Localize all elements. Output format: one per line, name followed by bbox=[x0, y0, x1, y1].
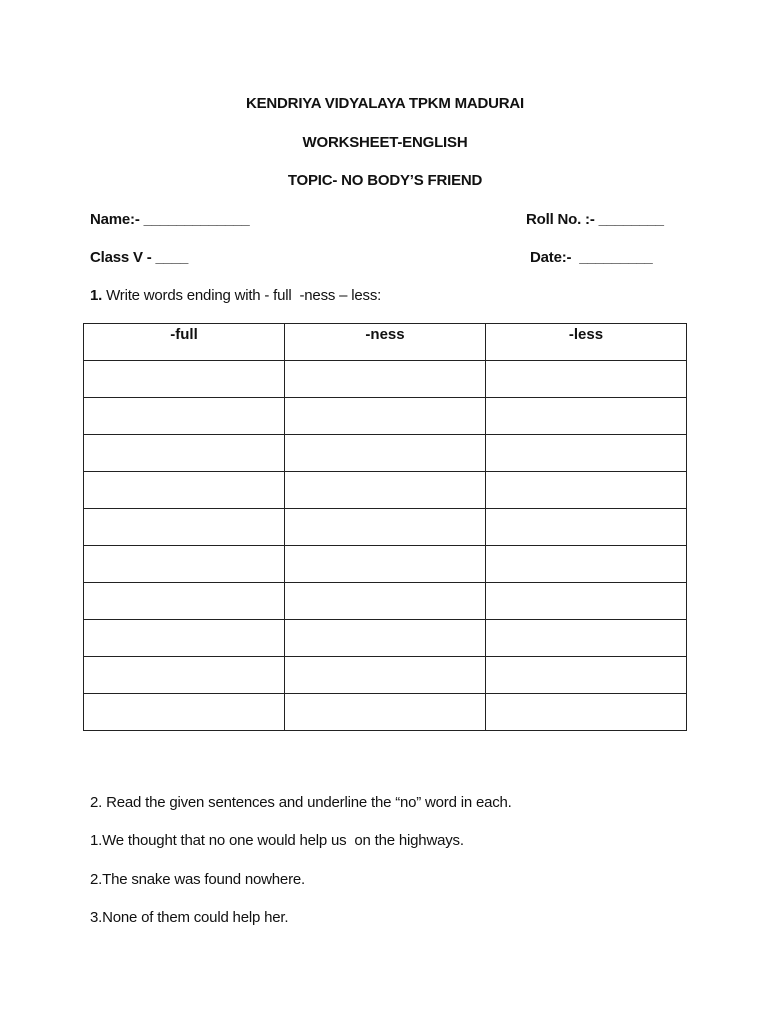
sentence-3: 3.None of them could help her. bbox=[90, 909, 289, 926]
answer-cell[interactable] bbox=[486, 398, 687, 435]
question-2: 2. Read the given sentences and underline the “no” word in each. bbox=[90, 794, 512, 811]
table-row bbox=[84, 694, 687, 731]
table-row bbox=[84, 620, 687, 657]
sentence-1: 1.We thought that no one would help us on the highways. bbox=[90, 832, 464, 849]
column-header-full: -full bbox=[84, 324, 285, 361]
answer-cell[interactable] bbox=[84, 583, 285, 620]
table-body bbox=[84, 361, 687, 731]
word-ending-table bbox=[83, 323, 687, 731]
table-row bbox=[84, 583, 687, 620]
answer-cell[interactable] bbox=[285, 509, 486, 546]
answer-cell[interactable] bbox=[285, 472, 486, 509]
answer-cell[interactable] bbox=[84, 546, 285, 583]
class-field[interactable]: Class V - ____ bbox=[90, 249, 189, 266]
answer-cell[interactable] bbox=[486, 435, 687, 472]
answer-cell[interactable] bbox=[84, 361, 285, 398]
table-row bbox=[84, 546, 687, 583]
answer-cell[interactable] bbox=[486, 472, 687, 509]
answer-cell[interactable] bbox=[486, 694, 687, 731]
answer-cell[interactable] bbox=[84, 435, 285, 472]
table-row bbox=[84, 361, 687, 398]
answer-cell[interactable] bbox=[285, 435, 486, 472]
answer-cell[interactable] bbox=[84, 694, 285, 731]
answer-cell[interactable] bbox=[285, 398, 486, 435]
answer-cell[interactable] bbox=[84, 472, 285, 509]
answer-cell[interactable] bbox=[84, 657, 285, 694]
table-row bbox=[84, 398, 687, 435]
worksheet-title: WORKSHEET-ENGLISH bbox=[302, 134, 468, 151]
question-1-text: Write words ending with - full -ness – less: bbox=[102, 287, 382, 304]
answer-cell[interactable] bbox=[486, 509, 687, 546]
answer-cell[interactable] bbox=[285, 657, 486, 694]
answer-cell[interactable] bbox=[285, 546, 486, 583]
answer-cell[interactable] bbox=[285, 694, 486, 731]
roll-no-field[interactable]: Roll No. :- ________ bbox=[526, 211, 664, 228]
answer-cell[interactable] bbox=[486, 620, 687, 657]
table-row bbox=[84, 509, 687, 546]
table-row bbox=[84, 472, 687, 509]
name-field[interactable]: Name:- _____________ bbox=[90, 211, 250, 228]
table-row bbox=[84, 657, 687, 694]
topic-title: TOPIC- NO BODY’S FRIEND bbox=[287, 172, 483, 189]
answer-cell[interactable] bbox=[84, 620, 285, 657]
column-header-less: -less bbox=[486, 324, 687, 361]
column-header-ness: -ness bbox=[285, 324, 486, 361]
answer-cell[interactable] bbox=[285, 620, 486, 657]
answer-cell[interactable] bbox=[486, 583, 687, 620]
date-field[interactable]: Date:- _________ bbox=[530, 249, 653, 266]
table-header-row bbox=[84, 324, 687, 361]
answer-cell[interactable] bbox=[486, 546, 687, 583]
answer-cell[interactable] bbox=[285, 583, 486, 620]
answer-cell[interactable] bbox=[285, 361, 486, 398]
answer-cell[interactable] bbox=[486, 657, 687, 694]
answer-cell[interactable] bbox=[84, 398, 285, 435]
table-row bbox=[84, 435, 687, 472]
answer-cell[interactable] bbox=[486, 361, 687, 398]
question-1 bbox=[90, 287, 381, 304]
question-1-number: 1. bbox=[90, 287, 103, 304]
sentence-2: 2.The snake was found nowhere. bbox=[90, 871, 305, 888]
answer-cell[interactable] bbox=[84, 509, 285, 546]
school-name: KENDRIYA VIDYALAYA TPKM MADURAI bbox=[245, 95, 525, 112]
